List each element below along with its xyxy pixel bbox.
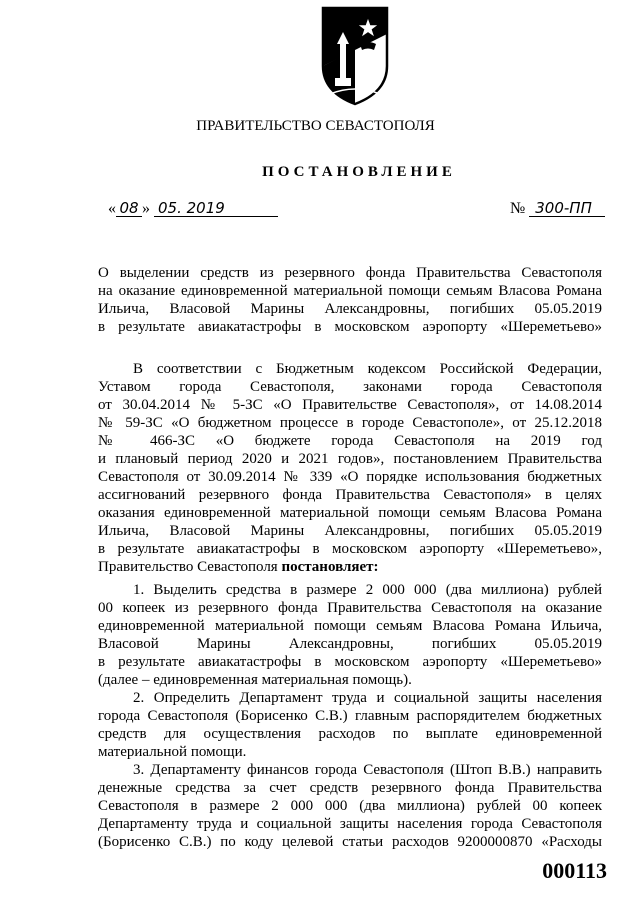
text-line [98, 319, 602, 336]
text-line-content: О выделении средств из резервного фонда Правительства Севастополя [98, 265, 602, 281]
text-line [98, 451, 602, 468]
text-line-content: 2. Определить Департамент труда и социальной защиты населения [133, 690, 602, 706]
text-line [98, 301, 602, 318]
text-line [98, 600, 602, 617]
text-line [133, 582, 602, 599]
text-line-content: В соответствии с Бюджетным кодексом Российской Федерации, [133, 361, 602, 377]
text-line-content: в результате авиакатастрофы в московском аэропорту «Шереметьево» [98, 654, 602, 670]
text-line [133, 690, 602, 707]
text-line-content: материальной помощи. [98, 744, 247, 760]
text-line [98, 559, 602, 576]
text-line [98, 672, 602, 689]
document-type: ПОСТАНОВЛЕНИЕ [262, 164, 456, 180]
text-line [98, 397, 602, 414]
text-line-content: Севастополя в размере 2 000 000 (два миллиона) рублей 00 копеек [98, 798, 602, 814]
text-line-content: в результате авиакатастрофы в московском аэропорту «Шереметьево» [98, 319, 602, 335]
text-line [98, 798, 602, 815]
text-line [98, 834, 602, 851]
text-line-content: Уставом города Севастополя, законами города Севастополя [98, 379, 602, 395]
text-line [98, 415, 602, 432]
sevastopol-coat-of-arms [320, 4, 390, 106]
text-line-content: 1. Выделить средства в размере 2 000 000 (два миллиона) рублей [133, 582, 602, 598]
text-line-content: № 466-ЗС «О бюджете города Севастополя на 2019 год [98, 433, 602, 449]
text-line [133, 361, 602, 378]
text-line-content: 3. Департаменту финансов города Севастополя (Штоп В.В.) направить [133, 762, 602, 778]
text-line-content: ассигнований резервного фонда Правительства Севастополя» в целях [98, 487, 602, 503]
document-date [108, 200, 278, 218]
text-line [98, 283, 602, 300]
text-line-content: Власовой Марины Александровны, погибших 05.05.2019 [98, 636, 602, 652]
text-line [98, 780, 602, 797]
text-line [98, 265, 602, 282]
text-line-content: 00 копеек из резервного фонда Правительства Севастополя на оказание [98, 600, 602, 616]
text-line-content: денежные средства за счет средств резервного фонда Правительства [98, 780, 602, 796]
text-line-content: Севастополя от 30.09.2014 № 339 «О порядке использования бюджетных [98, 469, 602, 485]
text-line [98, 487, 602, 504]
text-line [98, 541, 602, 558]
text-line [98, 744, 602, 761]
text-line-content: единовременной материальной помощи семьям Власова Романа Ильича, [98, 618, 602, 634]
issuer-name: ПРАВИТЕЛЬСТВО СЕВАСТОПОЛЯ [196, 118, 435, 134]
text-line-content: Правительство Севастополя [98, 559, 282, 575]
text-line-content: от 30.04.2014 № 5-ЗС «О Правительстве Севастополя», от 14.08.2014 [98, 397, 602, 413]
text-line [98, 379, 602, 396]
text-line-content: и плановый период 2020 и 2021 годов», постановлением Правительства [98, 451, 602, 467]
text-line-content: № 59-ЗС «О бюджетном процессе в городе Севастополе», от 25.12.2018 [98, 415, 602, 431]
text-line [98, 708, 602, 725]
text-line-content: оказания единовременной материальной помощи семьям Власова Романа [98, 505, 602, 521]
text-line-content: на оказание единовременной материальной помощи семьям Власова Романа [98, 283, 602, 299]
text-line-content: (далее – единовременная материальная помощь). [98, 672, 412, 688]
text-line-content: Департаменту труда и социальной защиты населения города Севастополя [98, 816, 602, 832]
text-line [98, 505, 602, 522]
number-value: 300-ПП [529, 201, 605, 217]
text-line [98, 433, 602, 450]
page-number: 000113 [542, 858, 607, 883]
text-line [98, 618, 602, 635]
text-line [133, 762, 602, 779]
text-line-content: в результате авиакатастрофы в московском аэропорту «Шереметьево», [98, 541, 602, 557]
text-line [98, 816, 602, 833]
date-open-quote: « [108, 200, 116, 217]
text-line-content: Ильича, Власовой Марины Александровны, погибших 05.05.2019 [98, 523, 602, 539]
text-line [98, 523, 602, 540]
operative-word: постановляет: [281, 559, 379, 575]
text-line [98, 469, 602, 486]
text-line-content: средств для осуществления расходов по выплате единовременной [98, 726, 602, 742]
text-line-content: (Борисенко С.В.) по коду целевой статьи расходов 9200000870 «Расходы [98, 834, 602, 850]
date-close-quote: » [142, 200, 150, 217]
text-line-content: Ильича, Власовой Марины Александровны, погибших 05.05.2019 [98, 301, 602, 317]
date-day: 08 [116, 201, 142, 217]
number-sign: № [510, 200, 526, 217]
text-line [98, 726, 602, 743]
date-month-year: 05. 2019 [154, 201, 278, 217]
text-line-content: города Севастополя (Борисенко С.В.) главным распорядителем бюджетных [98, 708, 602, 724]
text-line [98, 654, 602, 671]
document-number [510, 200, 605, 218]
text-line [98, 636, 602, 653]
